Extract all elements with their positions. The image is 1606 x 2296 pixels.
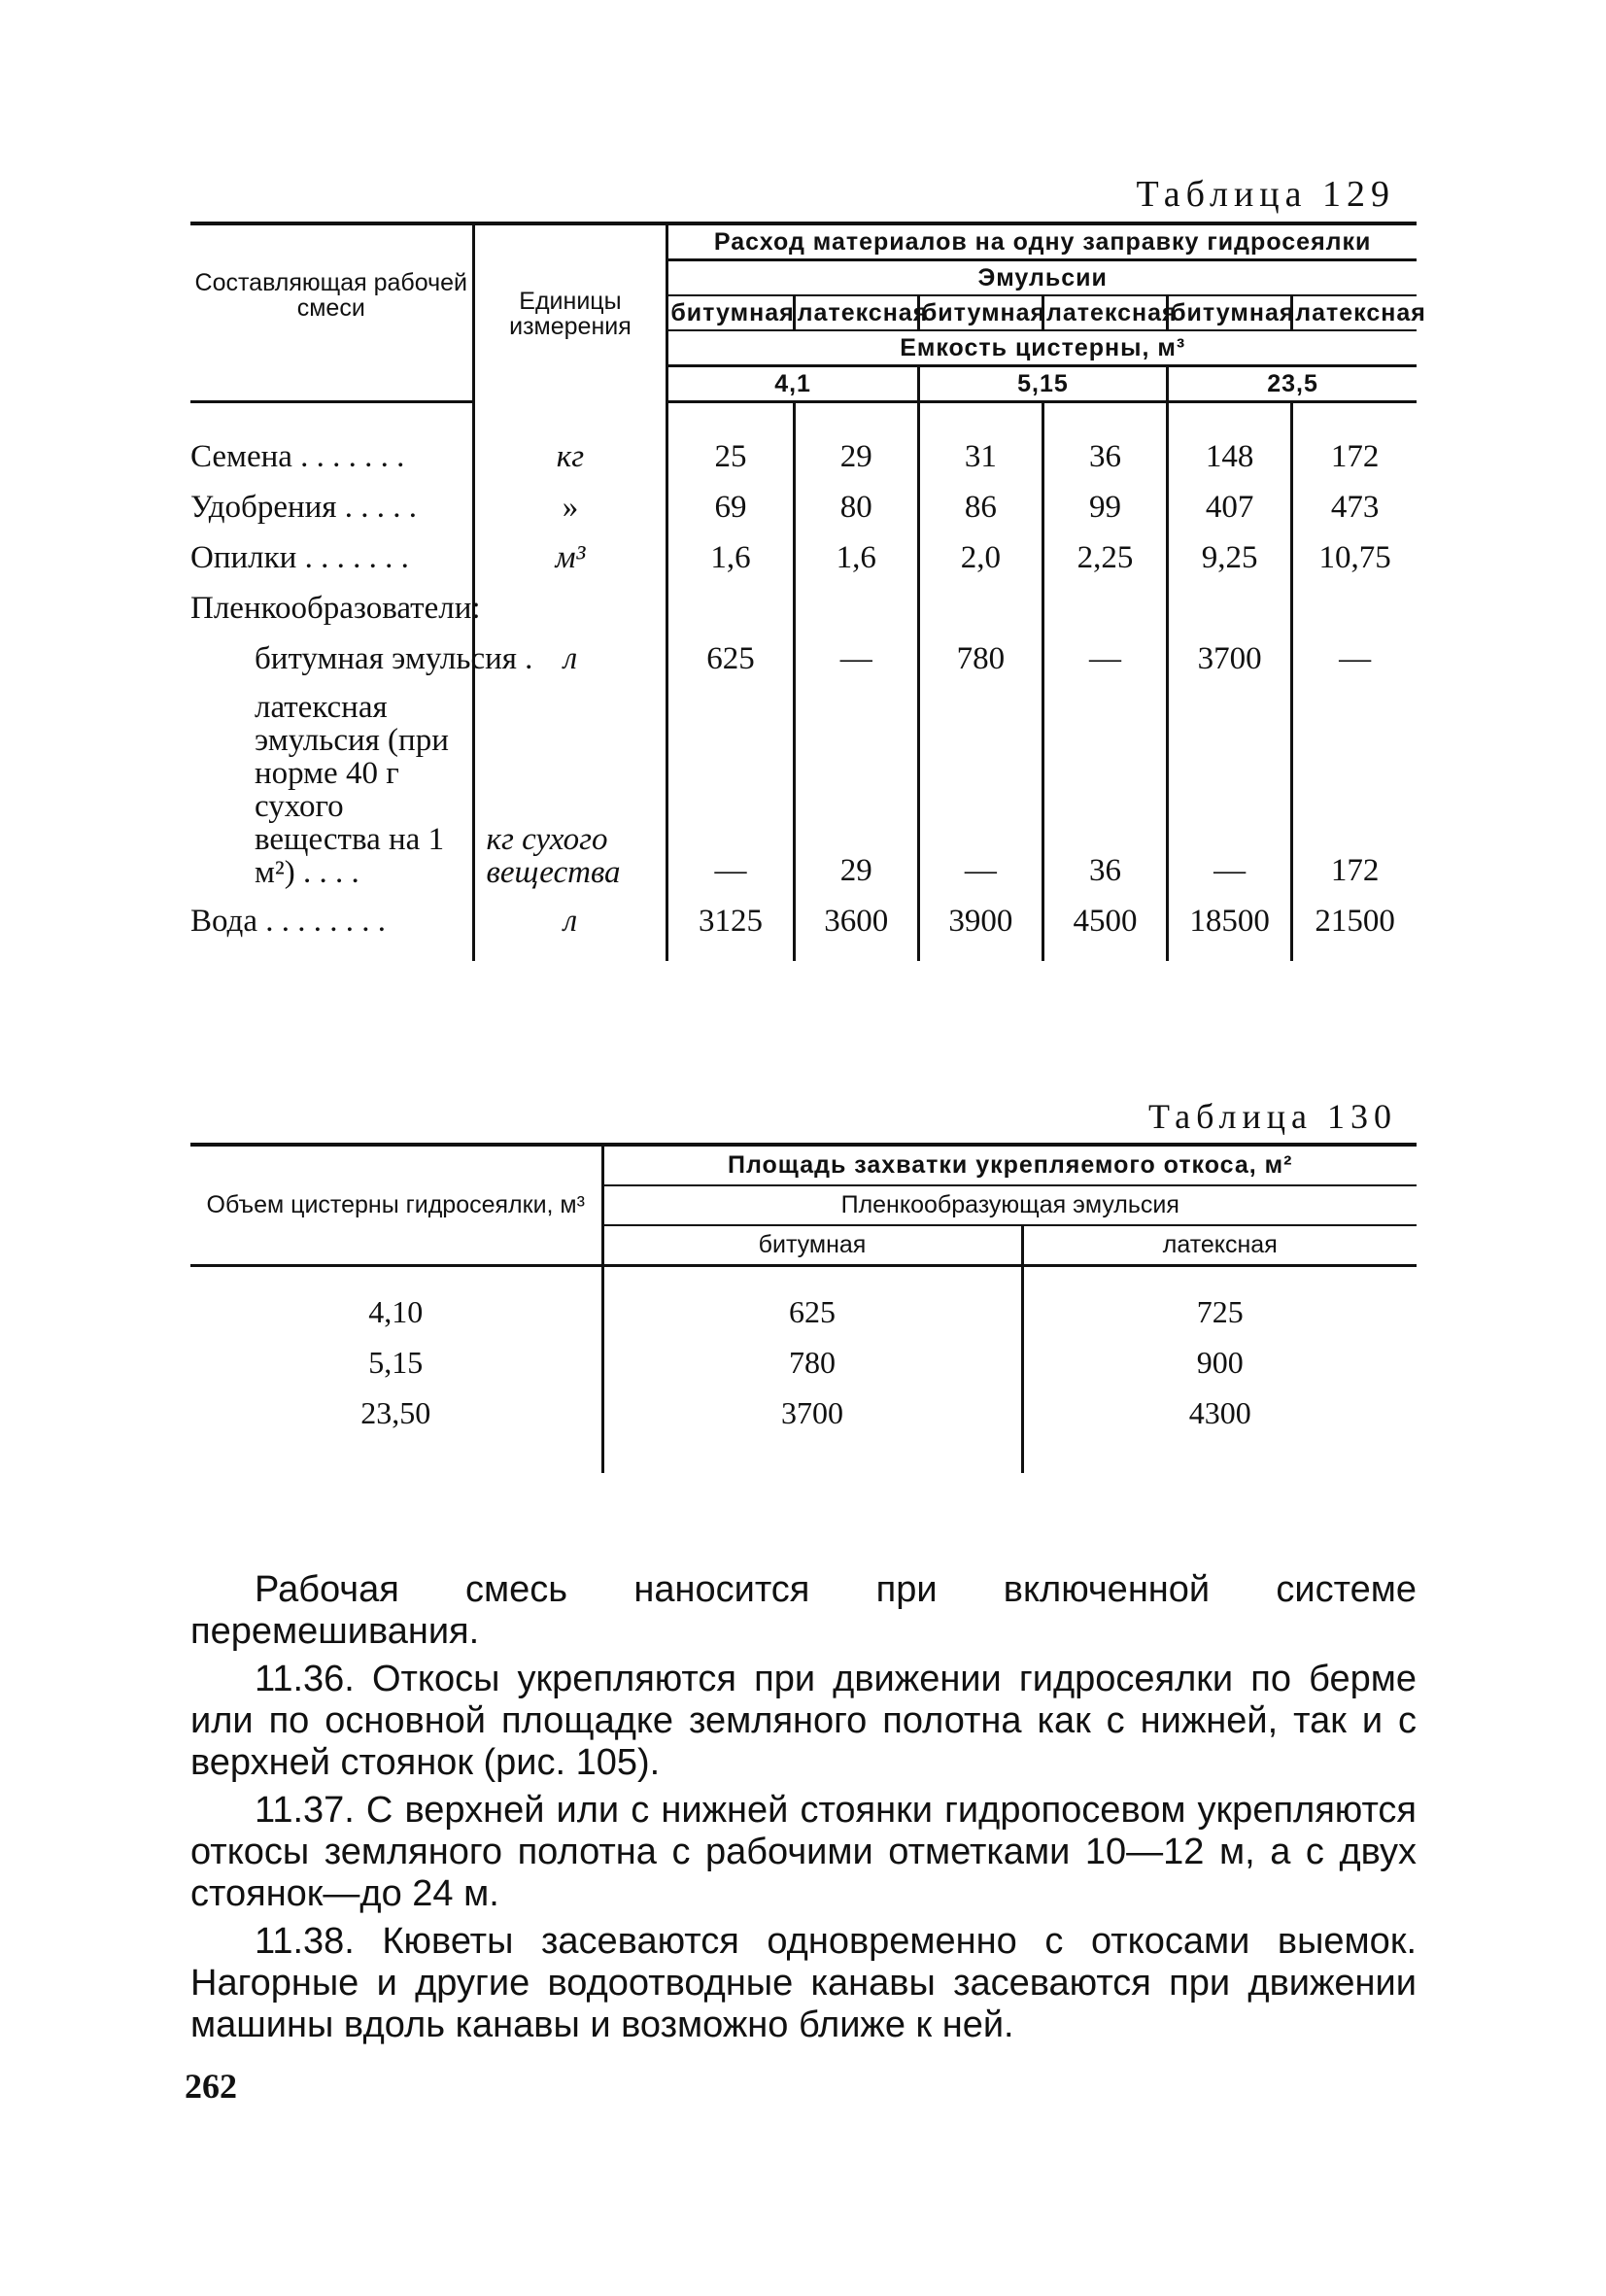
cell: 80: [794, 482, 918, 532]
header-consumption: Расход материалов на одну заправку гидросеялки: [667, 223, 1417, 260]
row-name: Вода . . . . . . . .: [190, 896, 473, 961]
cell: 625: [602, 1266, 1022, 1338]
row-unit: »: [473, 482, 667, 532]
paragraph-11-36: 11.36. Откосы укрепляются при движении гидросеялки по берме или по основной площадке земляного полотна как с нижней, так и с верхней стоянок (рис. 105).: [190, 1659, 1417, 1783]
row-name: битумная эмульсия .: [190, 634, 473, 684]
cell: 3125: [667, 896, 794, 961]
paragraph-11-37: 11.37. С верхней или с нижней стоянки гидропосевом укрепляются откосы земляного полотна с рабочими отметками 10—12 м, а с двух стоянок—до 24 м.: [190, 1790, 1417, 1914]
cell: 69: [667, 482, 794, 532]
header-type: латексная: [1042, 295, 1167, 330]
cell: [1292, 583, 1417, 634]
header-type: битумная: [1168, 295, 1292, 330]
row-name: Пленкообразователи:: [190, 583, 473, 634]
cell: 29: [794, 684, 918, 896]
cell: 3700: [1168, 634, 1292, 684]
cell: 1,6: [794, 532, 918, 583]
row-unit: м³: [473, 532, 667, 583]
cell: 4300: [1188, 1395, 1251, 1430]
cell: 21500: [1315, 904, 1395, 939]
cell: 99: [1042, 482, 1167, 532]
row-name: Удобрения . . . . .: [190, 482, 473, 532]
table-row: [190, 583, 1417, 634]
paragraph: Рабочая смесь наносится при включенной системе перемешивания.: [190, 1569, 1417, 1652]
table-129-title: Таблица 129: [1136, 174, 1395, 215]
cell: —: [1168, 684, 1292, 896]
cell: 86: [918, 482, 1042, 532]
header-volume: 4,1: [667, 366, 918, 402]
cell: 2,25: [1042, 532, 1167, 583]
row-volume: 4,10: [190, 1266, 602, 1338]
header-area: Площадь захватки укрепляемого откоса, м²: [602, 1145, 1417, 1185]
row-unit: л: [473, 634, 667, 684]
table-row: [190, 634, 1417, 684]
cell: —: [1339, 641, 1372, 676]
cell: [1168, 583, 1292, 634]
header-component: Составляющая рабочей смеси: [190, 223, 473, 366]
row-volume: 5,15: [190, 1337, 602, 1388]
table-129: [190, 222, 1426, 961]
cell: 900: [1196, 1345, 1244, 1380]
header-units: Единицы измерения: [473, 223, 667, 402]
header-volume: 23,5: [1168, 366, 1417, 402]
row-name: Опилки . . . . . . .: [190, 532, 473, 583]
table-row: [190, 402, 1417, 483]
row-volume: 23,50: [190, 1388, 602, 1473]
header-type: латексная: [1292, 295, 1417, 330]
paragraph-11-38: 11.38. Кюветы засеваются одновременно с откосами выемок. Нагорные и другие водоотводные канавы засеваются при движении машины вдоль канавы и возможно ближе к ней.: [190, 1921, 1417, 2045]
cell: 725: [1196, 1294, 1244, 1329]
cell: [794, 583, 918, 634]
row-unit: кг сухого вещества: [473, 684, 667, 896]
row-unit: л: [473, 896, 667, 961]
cell: [1042, 583, 1167, 634]
cell: 9,25: [1168, 532, 1292, 583]
cell: 3600: [794, 896, 918, 961]
cell: [667, 583, 794, 634]
table-row: [190, 482, 1417, 532]
row-name: латексная эмульсия (при норме 40 г сухого вещества на 1 м²) . . . .: [190, 684, 473, 896]
header-emulsions: Эмульсии: [667, 260, 1417, 296]
cell: 1,6: [667, 532, 794, 583]
cell: 2,0: [918, 532, 1042, 583]
cell: 36: [1042, 402, 1167, 483]
cell: 18500: [1168, 896, 1292, 961]
cell: 4500: [1042, 896, 1167, 961]
cell: 3700: [602, 1388, 1022, 1473]
body-text: [190, 1569, 1417, 2052]
header-capacity: Емкость цистерны, м³: [667, 330, 1417, 366]
cell: —: [667, 684, 794, 896]
table-row: [190, 1266, 1417, 1338]
cell: 172: [1330, 853, 1380, 888]
cell: 29: [794, 402, 918, 483]
header-type: битумная: [602, 1225, 1022, 1266]
table-row: [190, 1337, 1417, 1388]
header-volume: 5,15: [918, 366, 1167, 402]
cell: 25: [667, 402, 794, 483]
row-name: Семена . . . . . . .: [190, 402, 473, 483]
page-number: 262: [185, 2067, 237, 2106]
row-unit: кг: [473, 402, 667, 483]
cell: 10,75: [1318, 540, 1391, 575]
table-130: [190, 1143, 1417, 1473]
cell: 407: [1168, 482, 1292, 532]
row-unit: [473, 583, 667, 634]
table-130-title: Таблица 130: [1148, 1097, 1397, 1136]
table-row: [190, 896, 1417, 961]
header-volume: Объем цистерны гидросеялки, м³: [190, 1145, 602, 1266]
cell: 3900: [918, 896, 1042, 961]
header-type: битумная: [667, 295, 794, 330]
cell: 780: [918, 634, 1042, 684]
header-type: латексная: [794, 295, 918, 330]
cell: —: [918, 684, 1042, 896]
cell: 780: [602, 1337, 1022, 1388]
cell: 172: [1330, 439, 1380, 474]
cell: 473: [1330, 490, 1380, 525]
cell: 148: [1168, 402, 1292, 483]
header-type: битумная: [918, 295, 1042, 330]
table-row: [190, 684, 1417, 896]
table-row: [190, 1388, 1417, 1473]
table-row: [190, 532, 1417, 583]
cell: 36: [1042, 684, 1167, 896]
header-type: латексная: [1022, 1225, 1417, 1266]
header-emulsion: Пленкообразующая эмульсия: [602, 1185, 1417, 1225]
cell: 31: [918, 402, 1042, 483]
cell: —: [1042, 634, 1167, 684]
cell: —: [794, 634, 918, 684]
cell: [918, 583, 1042, 634]
cell: 625: [667, 634, 794, 684]
